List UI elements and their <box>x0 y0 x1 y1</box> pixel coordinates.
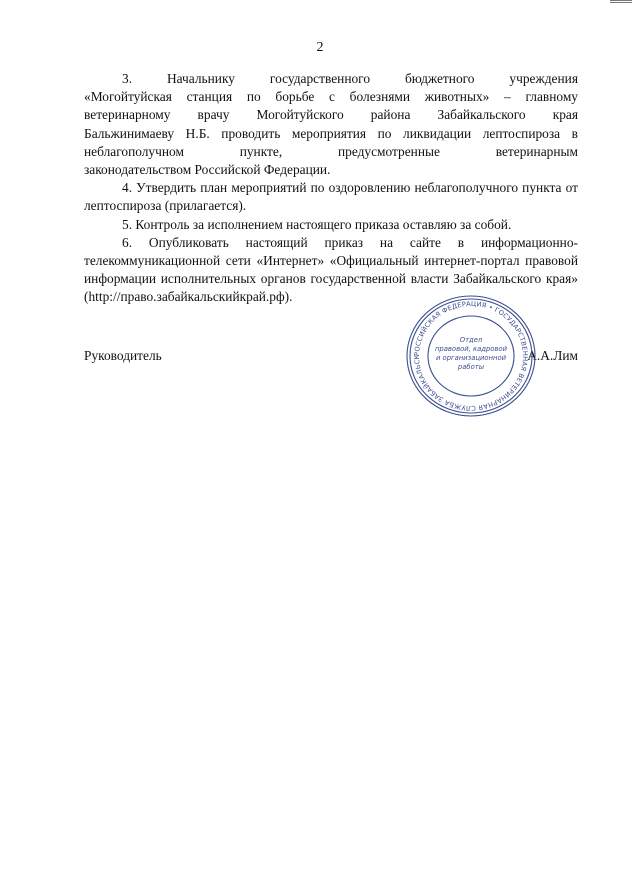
stamp-center-line: правовой, кадровой <box>434 345 508 353</box>
stamp-center-line: Отдел <box>459 336 483 344</box>
paragraph-4: 4. Утвердить план мероприятий по оздоровлению неблагополучного пункта от лептоспироза (прилагается). <box>84 180 578 214</box>
document-body <box>84 70 578 307</box>
paragraph-3-line: ветеринарному врачу Могойтуйского района Забайкальского края <box>84 107 578 123</box>
paragraph-3-line: неблагополучном пункте, предусмотренные ветеринарным <box>84 143 578 159</box>
stamp-center-line: работы <box>457 363 485 371</box>
stamp-ring-text: РОССИЙСКАЯ ФЕДЕРАЦИЯ • ГОСУДАРСТВЕННАЯ ВЕТЕРИНАРНАЯ СЛУЖБА ЗАБАЙКАЛЬСК <box>412 299 530 413</box>
signatory-name: А.А.Лим <box>527 348 578 363</box>
paragraph-6: 6. Опубликовать настоящий приказ на сайте в информационно-телекоммуникационной сети «Интернет» «Официальный интернет-портал правовой информации исполнительных органов государственной власти Забайкальского края» (http://право.забайкальскийкрай.рф). <box>84 234 578 305</box>
paragraph-3-line: законодательством Российской Федерации. <box>84 162 331 178</box>
scan-corner-mark <box>610 0 632 4</box>
page-number: 2 <box>316 40 324 55</box>
official-stamp <box>404 294 538 418</box>
paragraph-3 <box>84 70 578 179</box>
paragraph-3-line: Бальжинимаеву Н.Б. проводить мероприятия по ликвидации лептоспироза в <box>84 125 578 141</box>
paragraph-3-line: «Могойтуйская станция по борьбе с болезнями животных» – главному <box>84 89 578 105</box>
paragraph-3-line: 3. Начальнику государственного бюджетного учреждения <box>122 71 578 86</box>
signatory-title: Руководитель <box>84 348 162 363</box>
stamp-center-line: и организационной <box>435 354 507 362</box>
paragraph-5: 5. Контроль за исполнением настоящего приказа оставляю за собой. <box>122 216 512 232</box>
